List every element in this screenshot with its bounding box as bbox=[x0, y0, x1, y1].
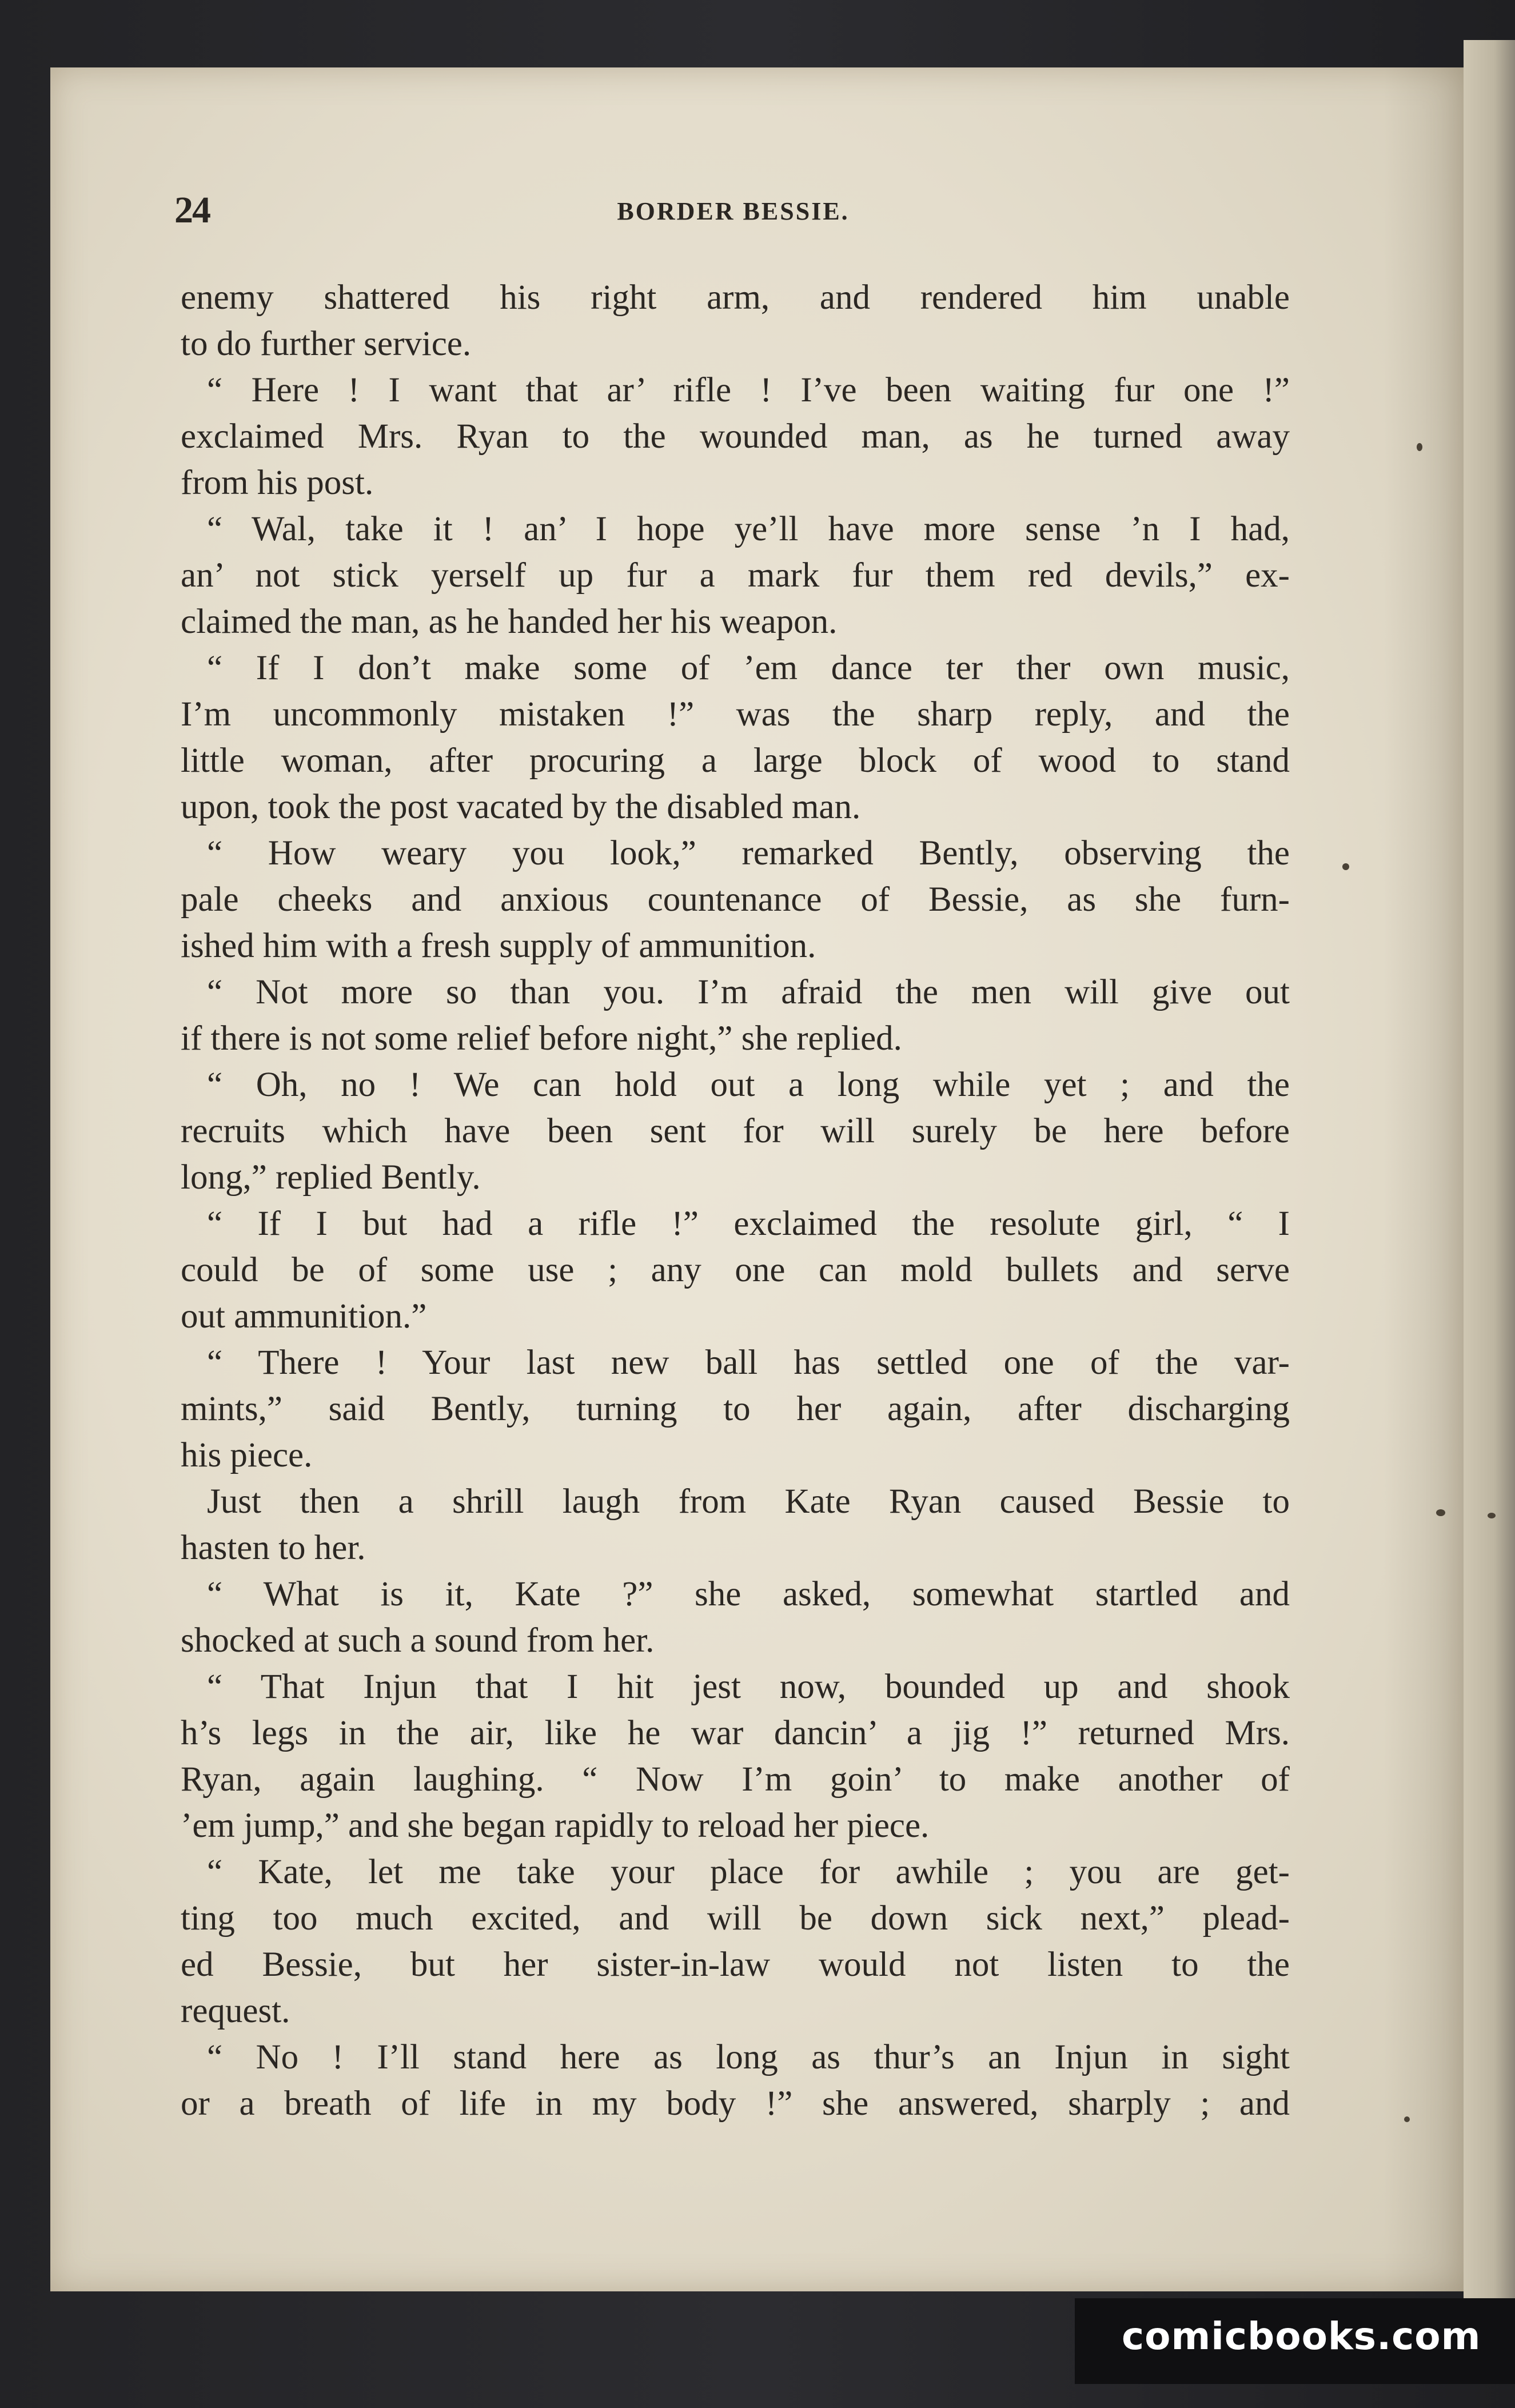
text-line: “ What is it, Kate ?” she asked, somewhat startled and bbox=[207, 1575, 1290, 1613]
text-line: “ If I don’t make some of ’em dance ter ther own music, bbox=[207, 649, 1290, 687]
text-line: h’s legs in the air, like he war dancin’ a jig !” returned Mrs. bbox=[181, 1714, 1290, 1752]
text-line: ished him with a fresh supply of ammunition. bbox=[181, 927, 816, 965]
text-line: if there is not some relief before night,” she replied. bbox=[181, 1019, 902, 1058]
running-title: BORDER BESSIE. bbox=[617, 197, 850, 225]
page-number: 24 bbox=[174, 189, 210, 231]
text-line: ting too much excited, and will be down sick next,” plead- bbox=[181, 1899, 1290, 1937]
text-line: “ Kate, let me take your place for awhile ; you are get- bbox=[207, 1853, 1290, 1891]
text-line: “ No ! I’ll stand here as long as thur’s an Injun in sight bbox=[207, 2038, 1290, 2076]
text-line: to do further service. bbox=[181, 325, 472, 363]
text-line: long,” replied Bently. bbox=[181, 1158, 481, 1197]
watermark: comicbooks.com bbox=[1122, 2314, 1481, 2358]
running-head bbox=[174, 189, 1292, 246]
text-line: pale cheeks and anxious countenance of Bessie, as she furn- bbox=[181, 880, 1290, 919]
text-line: mints,” said Bently, turning to her again, after discharging bbox=[181, 1390, 1290, 1428]
text-line: “ That Injun that I hit jest now, bounded up and shook bbox=[207, 1668, 1290, 1706]
text-line: “ How weary you look,” remarked Bently, observing the bbox=[207, 834, 1290, 872]
text-line: “ Wal, take it ! an’ I hope ye’ll have more sense ’n I had, bbox=[207, 510, 1290, 548]
page-edge bbox=[1464, 40, 1515, 2321]
text-line: “ Not more so than you. I’m afraid the men will give out bbox=[207, 973, 1290, 1011]
text-line: ’em jump,” and she began rapidly to reload her piece. bbox=[181, 1807, 930, 1845]
paper-speck bbox=[1436, 1509, 1445, 1516]
text-line: out ammunition.” bbox=[181, 1297, 427, 1335]
text-line: Ryan, again laughing. “ Now I’m goin’ to make another of bbox=[181, 1760, 1290, 1799]
binding-shadow bbox=[1384, 67, 1464, 2291]
paper-speck bbox=[1342, 863, 1349, 870]
paper-speck bbox=[1404, 2116, 1410, 2122]
paper-speck bbox=[1488, 1513, 1496, 1518]
text-line: or a breath of life in my body !” she answered, sharply ; and bbox=[181, 2084, 1290, 2123]
text-line: enemy shattered his right arm, and rendered him unable bbox=[181, 278, 1290, 317]
text-line: could be of some use ; any one can mold bullets and serve bbox=[181, 1251, 1290, 1289]
text-line: “ There ! Your last new ball has settled one of the var- bbox=[207, 1343, 1290, 1382]
text-line: Just then a shrill laugh from Kate Ryan caused Bessie to bbox=[207, 1482, 1290, 1521]
text-line: little woman, after procuring a large block of wood to stand bbox=[181, 741, 1290, 780]
paper-speck bbox=[1417, 443, 1422, 451]
text-line: I’m uncommonly mistaken !” was the sharp reply, and the bbox=[181, 695, 1290, 733]
text-line: an’ not stick yerself up fur a mark fur them red devils,” ex- bbox=[181, 556, 1290, 595]
text-line: “ If I but had a rifle !” exclaimed the resolute girl, “ I bbox=[207, 1205, 1290, 1243]
text-line: shocked at such a sound from her. bbox=[181, 1621, 655, 1660]
text-line: exclaimed Mrs. Ryan to the wounded man, as he turned away bbox=[181, 417, 1290, 456]
text-line: his piece. bbox=[181, 1436, 313, 1474]
body-text bbox=[181, 274, 1290, 2127]
text-line: from his post. bbox=[181, 464, 374, 502]
text-line: request. bbox=[181, 1992, 290, 2030]
text-line: “ Here ! I want that ar’ rifle ! I’ve been waiting fur one !” bbox=[207, 371, 1290, 409]
text-line: recruits which have been sent for will surely be here before bbox=[181, 1112, 1290, 1150]
text-line: claimed the man, as he handed her his weapon. bbox=[181, 603, 838, 641]
text-line: upon, took the post vacated by the disabled man. bbox=[181, 788, 861, 826]
text-line: “ Oh, no ! We can hold out a long while yet ; and the bbox=[207, 1066, 1290, 1104]
text-line: hasten to her. bbox=[181, 1529, 366, 1567]
text-line: ed Bessie, but her sister-in-law would not listen to the bbox=[181, 1945, 1290, 1984]
